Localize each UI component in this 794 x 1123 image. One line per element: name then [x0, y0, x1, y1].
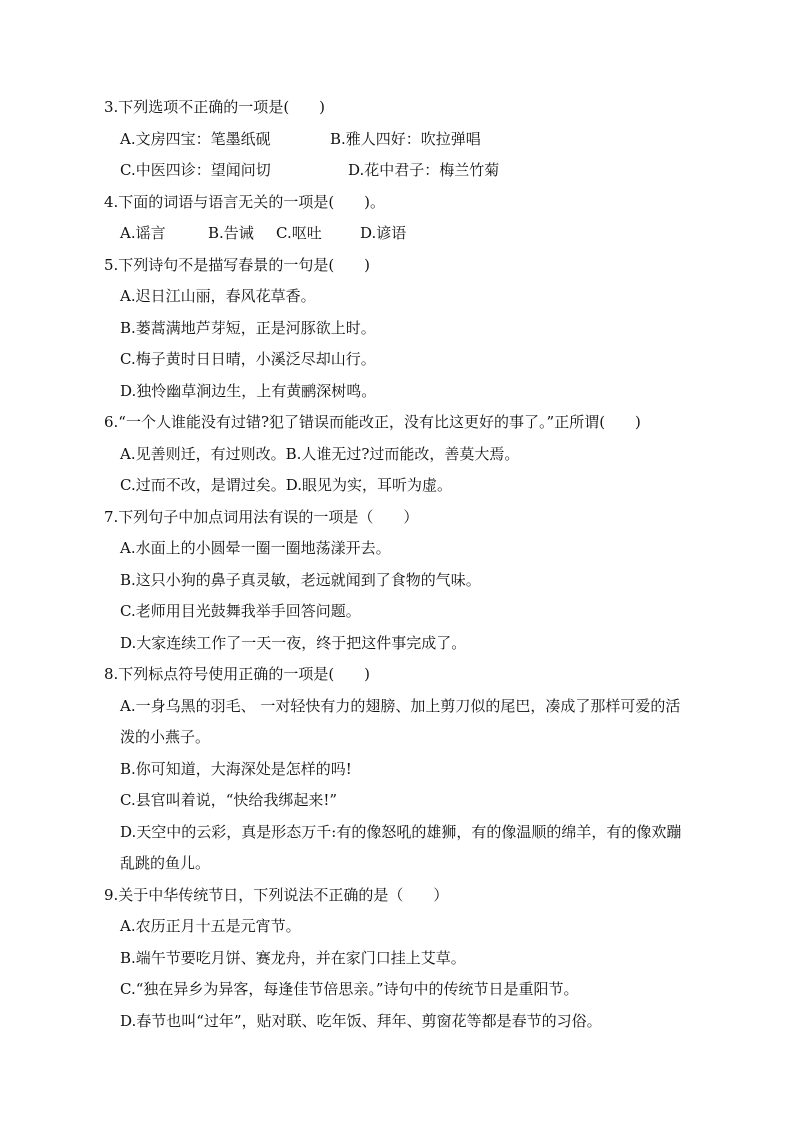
- question-9-stem: 9.关于中华传统节日，下列说法不正确的是（ ）: [104, 885, 449, 904]
- question-9-option-b: B.端午节要吃月饼、赛龙舟，并在家门口挂上艾草。: [120, 948, 466, 967]
- question-8-option-b: B.你可知道，大海深处是怎样的吗!: [120, 759, 352, 778]
- question-list: [104, 92, 744, 1037]
- question-9-option-c: C.“独在异乡为异客，每逢佳节倍思亲。”诗句中的传统节日是重阳节。: [120, 980, 579, 998]
- question-4-stem: 4.下面的词语与语言无关的一项是( )。: [104, 192, 386, 211]
- question-6-stem: 6.“一个人谁能没有过错?犯了错误而能改正，没有比这更好的事了。”正所谓( ): [104, 413, 641, 431]
- question-4-option-a: A.谣言: [120, 224, 166, 242]
- question-5-option-b: B.蒌蒿满地芦芽短，正是河豚欲上时。: [120, 318, 376, 337]
- question-6-options-ab: A.见善则迁，有过则改。B.人谁无过?过而能改，善莫大焉。: [120, 444, 520, 463]
- question-8-option-a-line-1: A.一身乌黑的羽毛、 一对轻快有力的翅膀、加上剪刀似的尾巴，凑成了那样可爱的活: [120, 696, 681, 715]
- question-8-option-d-line-2: 乱跳的鱼儿。: [120, 854, 211, 872]
- question-8-option-c: C.县官叫着说，“快给我绑起来!”: [120, 791, 338, 809]
- question-7-option-c: C.老师用目光鼓舞我举手回答问题。: [120, 602, 361, 620]
- question-5-option-d: D.独怜幽草涧边生，上有黄鹂深树鸣。: [120, 381, 377, 400]
- question-3-option-a: A.文房四宝：笔墨纸砚: [120, 129, 271, 148]
- question-7-option-b: B.这只小狗的鼻子真灵敏，老远就闻到了食物的气味。: [120, 570, 481, 589]
- question-9-option-d: D.春节也叫“过年”，贴对联、吃年饭、拜年、剪窗花等都是春节的习俗。: [120, 1011, 602, 1030]
- question-3-stem: 3.下列选项不正确的一项是( ): [104, 98, 326, 116]
- question-5-option-a: A.迟日江山丽，春风花草香。: [120, 287, 316, 305]
- question-3-option-d: D.花中君子：梅兰竹菊: [348, 161, 500, 179]
- question-4-option-d: D.谚语: [360, 224, 407, 242]
- question-8-stem: 8.下列标点符号使用正确的一项是( ): [104, 665, 371, 683]
- question-7-stem: 7.下列句子中加点词用法有误的一项是（ ）: [104, 507, 419, 526]
- question-6-options-cd: C.过而不改，是谓过矣。D.眼见为实，耳听为虚。: [120, 476, 452, 494]
- question-7-option-d: D.大家连续工作了一天一夜，终于把这件事完成了。: [120, 633, 467, 652]
- question-4-option-c: C.呕吐: [276, 224, 322, 242]
- question-3-option-b: B.雅人四好：吹拉弹唱: [330, 129, 481, 148]
- question-7-option-a: A.水面上的小圆晕一圈一圈地荡漾开去。: [120, 539, 391, 557]
- question-3-option-c: C.中医四诊：望闻问切: [120, 161, 271, 179]
- question-5-option-c: C.梅子黄时日日晴，小溪泛尽却山行。: [120, 350, 376, 368]
- question-3-options-row-1: [120, 124, 744, 156]
- question-4-options-row: [120, 218, 744, 250]
- question-9-option-a: A.农历正月十五是元宵节。: [120, 917, 301, 935]
- question-5-stem: 5.下列诗句不是描写春景的一句是( ): [104, 255, 371, 274]
- question-8-option-d-line-1: D.天空中的云彩，真是形态万千:有的像怒吼的雄狮，有的像温顺的绵羊，有的像欢蹦: [120, 822, 682, 841]
- question-3-options-row-2: [120, 155, 744, 187]
- question-8-option-a-line-2: 泼的小燕子。: [120, 728, 211, 746]
- question-4-option-b: B.告诫: [208, 224, 254, 242]
